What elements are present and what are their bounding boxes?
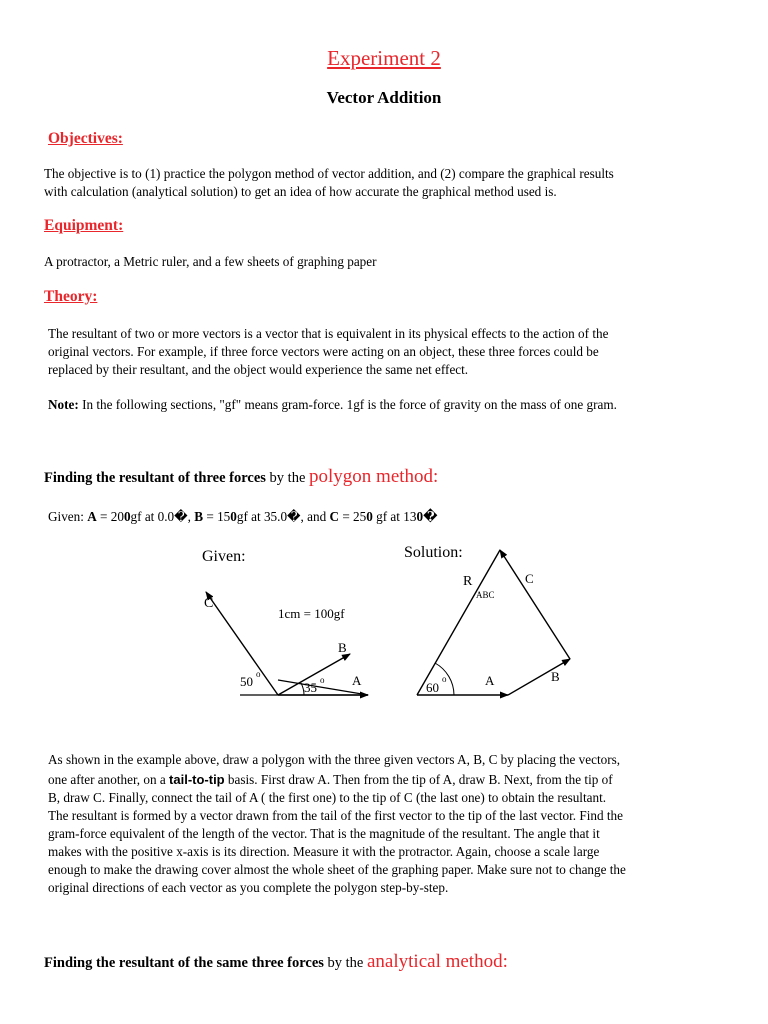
instructions-text — [48, 751, 738, 897]
polygon-method-label: polygon method: — [309, 466, 439, 487]
analytical-section-heading — [44, 951, 508, 973]
equipment-text: A protractor, a Metric ruler, and a few sheets of graphing paper — [44, 254, 377, 269]
analytical-section-by: by the — [323, 955, 367, 971]
analytical-method-label: analytical method: — [367, 951, 508, 972]
given-a-zero: 0 — [123, 509, 131, 524]
given-angle-35: 35 — [304, 680, 317, 695]
solution-label-c: C — [525, 571, 534, 586]
diagram-given-title: Given: — [202, 548, 246, 565]
tail-to-tip-term: tail-to-tip — [169, 772, 225, 787]
page-title: Experiment 2 — [327, 46, 441, 70]
given-a-rest: gf at 0.0�, — [130, 509, 195, 524]
given-b-rest: gf at 35.0�, and — [236, 509, 330, 524]
given-c-rest: gf at 13 — [372, 509, 417, 524]
instructions-line-2 — [48, 771, 738, 789]
instructions-line-2-pre: one after another, on a — [48, 772, 170, 787]
instructions-line-7: enough to make the drawing cover almost the whole sheet of the graphing paper. Make sure not to change the — [48, 862, 626, 877]
instructions-line-5: gram-force equivalent of the length of the vector. That is the magnitude of the resultant. The angle that it — [48, 826, 600, 841]
theory-note — [48, 396, 738, 414]
given-label-a: A — [352, 673, 362, 688]
vector-diagram — [190, 535, 590, 715]
instructions-line-1: As shown in the example above, draw a polygon with the three given vectors A, B, C by placing the vectors, — [48, 752, 621, 767]
given-label-b: B — [338, 640, 347, 655]
solution-vector-b — [508, 659, 570, 695]
note-label: Note: — [48, 397, 79, 412]
objectives-text — [44, 165, 734, 201]
given-c-label: C — [329, 509, 340, 524]
diagram-scale: 1cm = 100gf — [278, 606, 345, 621]
instructions-line-3: B, draw C. Finally, connect the tail of A ( the first one) to the tip of C (the last one) to obtain the resultant. — [48, 790, 607, 805]
theory-heading: Theory: — [44, 288, 98, 305]
solution-angle-60-deg: o — [442, 674, 447, 684]
note-text: In the following sections, "gf" means gram-force. 1gf is the force of gravity on the mass of one gram. — [78, 397, 617, 412]
theory-line-3: replaced by their resultant, and the object would experience the same net effect. — [48, 362, 469, 377]
polygon-section-by: by the — [265, 470, 310, 486]
theory-line-2: original vectors. For example, if three force vectors were acting on an object, these three forces could be — [48, 344, 599, 359]
given-angle-35-deg: o — [320, 675, 325, 685]
solution-label-a: A — [485, 673, 495, 688]
instructions-line-4: The resultant is formed by a vector drawn from the tail of the first vector to the tip of the last vector. Find the — [48, 808, 623, 823]
given-b-zero: 0 — [230, 509, 237, 524]
given-prefix: Given: — [48, 509, 88, 524]
polygon-section-bold: Finding the resultant of three forces — [44, 470, 266, 486]
solution-label-r: R — [463, 574, 473, 589]
given-c-end: 0� — [416, 509, 438, 524]
diagram-solution-title: Solution: — [404, 544, 463, 561]
objectives-line-2: with calculation (analytical solution) to get an idea of how accurate the graphical method used is. — [44, 184, 557, 199]
objectives-line-1: The objective is to (1) practice the polygon method of vector addition, and (2) compare the graphical results — [44, 166, 614, 181]
polygon-section-heading — [44, 466, 438, 488]
instructions-line-2-post: basis. First draw A. Then from the tip of A, draw B. Next, from the tip of — [224, 772, 613, 787]
solution-angle-60: 60 — [426, 680, 439, 695]
analytical-section-bold: Finding the resultant of the same three forces — [44, 955, 324, 971]
solution-label-abc: ABC — [476, 590, 495, 600]
instructions-line-6: makes with the positive x-axis is its direction. Measure it with the protractor. Again, choose a scale large — [48, 844, 600, 859]
solution-label-b: B — [551, 669, 560, 684]
page-subtitle: Vector Addition — [326, 88, 442, 107]
theory-text — [48, 325, 738, 379]
given-c-zero: 0 — [366, 509, 373, 524]
equipment-heading: Equipment: — [44, 217, 124, 234]
instructions-line-8: original directions of each vector as you complete the polygon step-by-step. — [48, 880, 449, 895]
given-angle-50: 50 — [240, 674, 253, 689]
given-values — [48, 509, 438, 525]
given-a-eq: = 20 — [96, 509, 124, 524]
given-angle-50-deg: o — [256, 669, 261, 679]
given-c-eq: = 25 — [339, 509, 367, 524]
objectives-heading: Objectives: — [48, 130, 123, 147]
given-label-c: C — [204, 596, 214, 611]
given-b-eq: = 15 — [203, 509, 231, 524]
theory-line-1: The resultant of two or more vectors is a vector that is equivalent in its physical effects to the action of the — [48, 326, 609, 341]
given-a-label: A — [87, 509, 97, 524]
solution-vector-c — [500, 550, 570, 659]
given-b-label: B — [194, 509, 204, 524]
